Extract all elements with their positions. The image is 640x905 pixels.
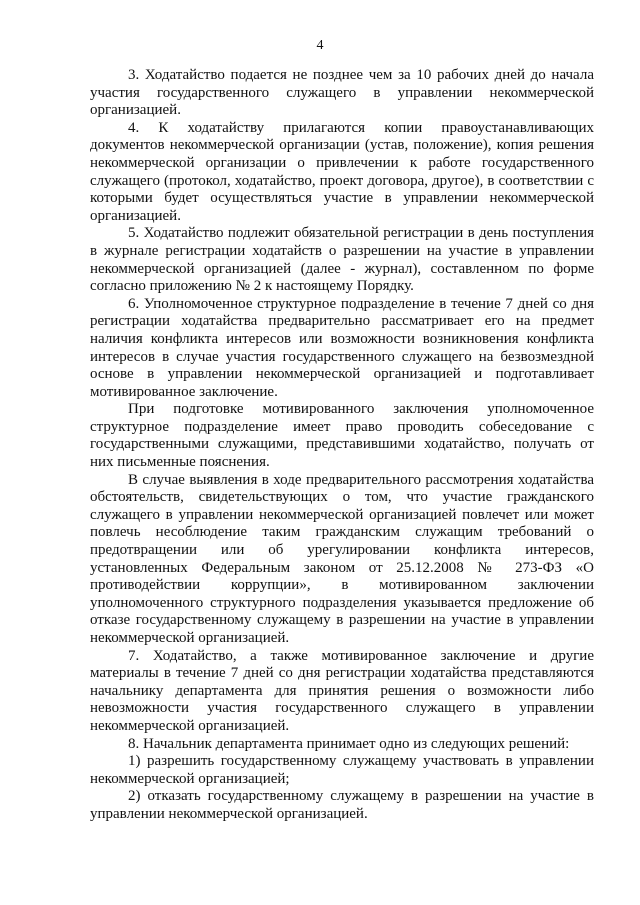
paragraph-7-submission: 7. Ходатайство, а также мотивированное заключение и другие материалы в течение 7 дней со дня регистрации ходатайства представляются начальнику департамента для принятия решения о возможности либо невозможности участия государственного служащего в управлении некоммерческой организацией. xyxy=(90,647,594,734)
paragraph-4-attachments: 4. К ходатайству прилагаются копии правоустанавливающих документов некоммерческой организации (устав, положение), копия решения некоммерческой организации о привлечении к работе государственного служащего (протокол, ходатайство, проект договора, другое), в соответствии с которыми будет осуществляться участие в управлении некоммерческой организацией. xyxy=(90,119,594,224)
decision-item-1: 1) разрешить государственному служащему участвовать в управлении некоммерческой организацией; xyxy=(90,753,594,787)
paragraph-3-deadline: 3. Ходатайство подается не позднее чем за 10 рабочих дней до начала участия государственного служащего в управлении некоммерческой организацией. xyxy=(90,67,594,119)
paragraph-5-registration: 5. Ходатайство подлежит обязательной регистрации в день поступления в журнале регистрации ходатайств о разрешении на участие в управлении некоммерческой организацией (далее - журнал), составленном по форме согласно приложению № 2 к настоящему Порядку. xyxy=(90,225,594,295)
paragraph-6-review: 6. Уполномоченное структурное подразделение в течение 7 дней со дня регистрации ходатайства предварительно рассматривает его на предмет наличия конфликта интересов или возможности возникновения конфликта интересов в случае участия государственного служащего на безвозмездной основе в управлении некоммерческой организацией и подготавливает мотивированное заключение. xyxy=(90,295,594,400)
paragraph-conflict-of-interest: В случае выявления в ходе предварительного рассмотрения ходатайства обстоятельств, свидетельствующих о том, что участие гражданского служащего в управлении некоммерческой организацией повлечет или может повлечь несоблюдение таким гражданским служащим требований о предотвращении или об урегулировании конфликта интересов, установленных Федеральным законом от 25.12.2008 № 273-ФЗ «О противодействии коррупции», в мотивированном заключении уполномоченного структурного подразделения указывается предложение об отказе государственному служащему в разрешении на участие в управлении некоммерческой организацией. xyxy=(90,471,594,646)
page-number: 4 xyxy=(316,38,324,53)
paragraph-8-decisions: 8. Начальник департамента принимает одно из следующих решений: xyxy=(128,735,570,752)
document-body xyxy=(90,67,594,824)
paragraph-interview: При подготовке мотивированного заключения уполномоченное структурное подразделение имеет право проводить собеседование с государственными служащими, представившими ходатайство, получать от них письменные пояснения. xyxy=(90,401,594,471)
decision-item-2: 2) отказать государственному служащему в разрешении на участие в управлении некоммерческой организацией. xyxy=(90,788,594,822)
